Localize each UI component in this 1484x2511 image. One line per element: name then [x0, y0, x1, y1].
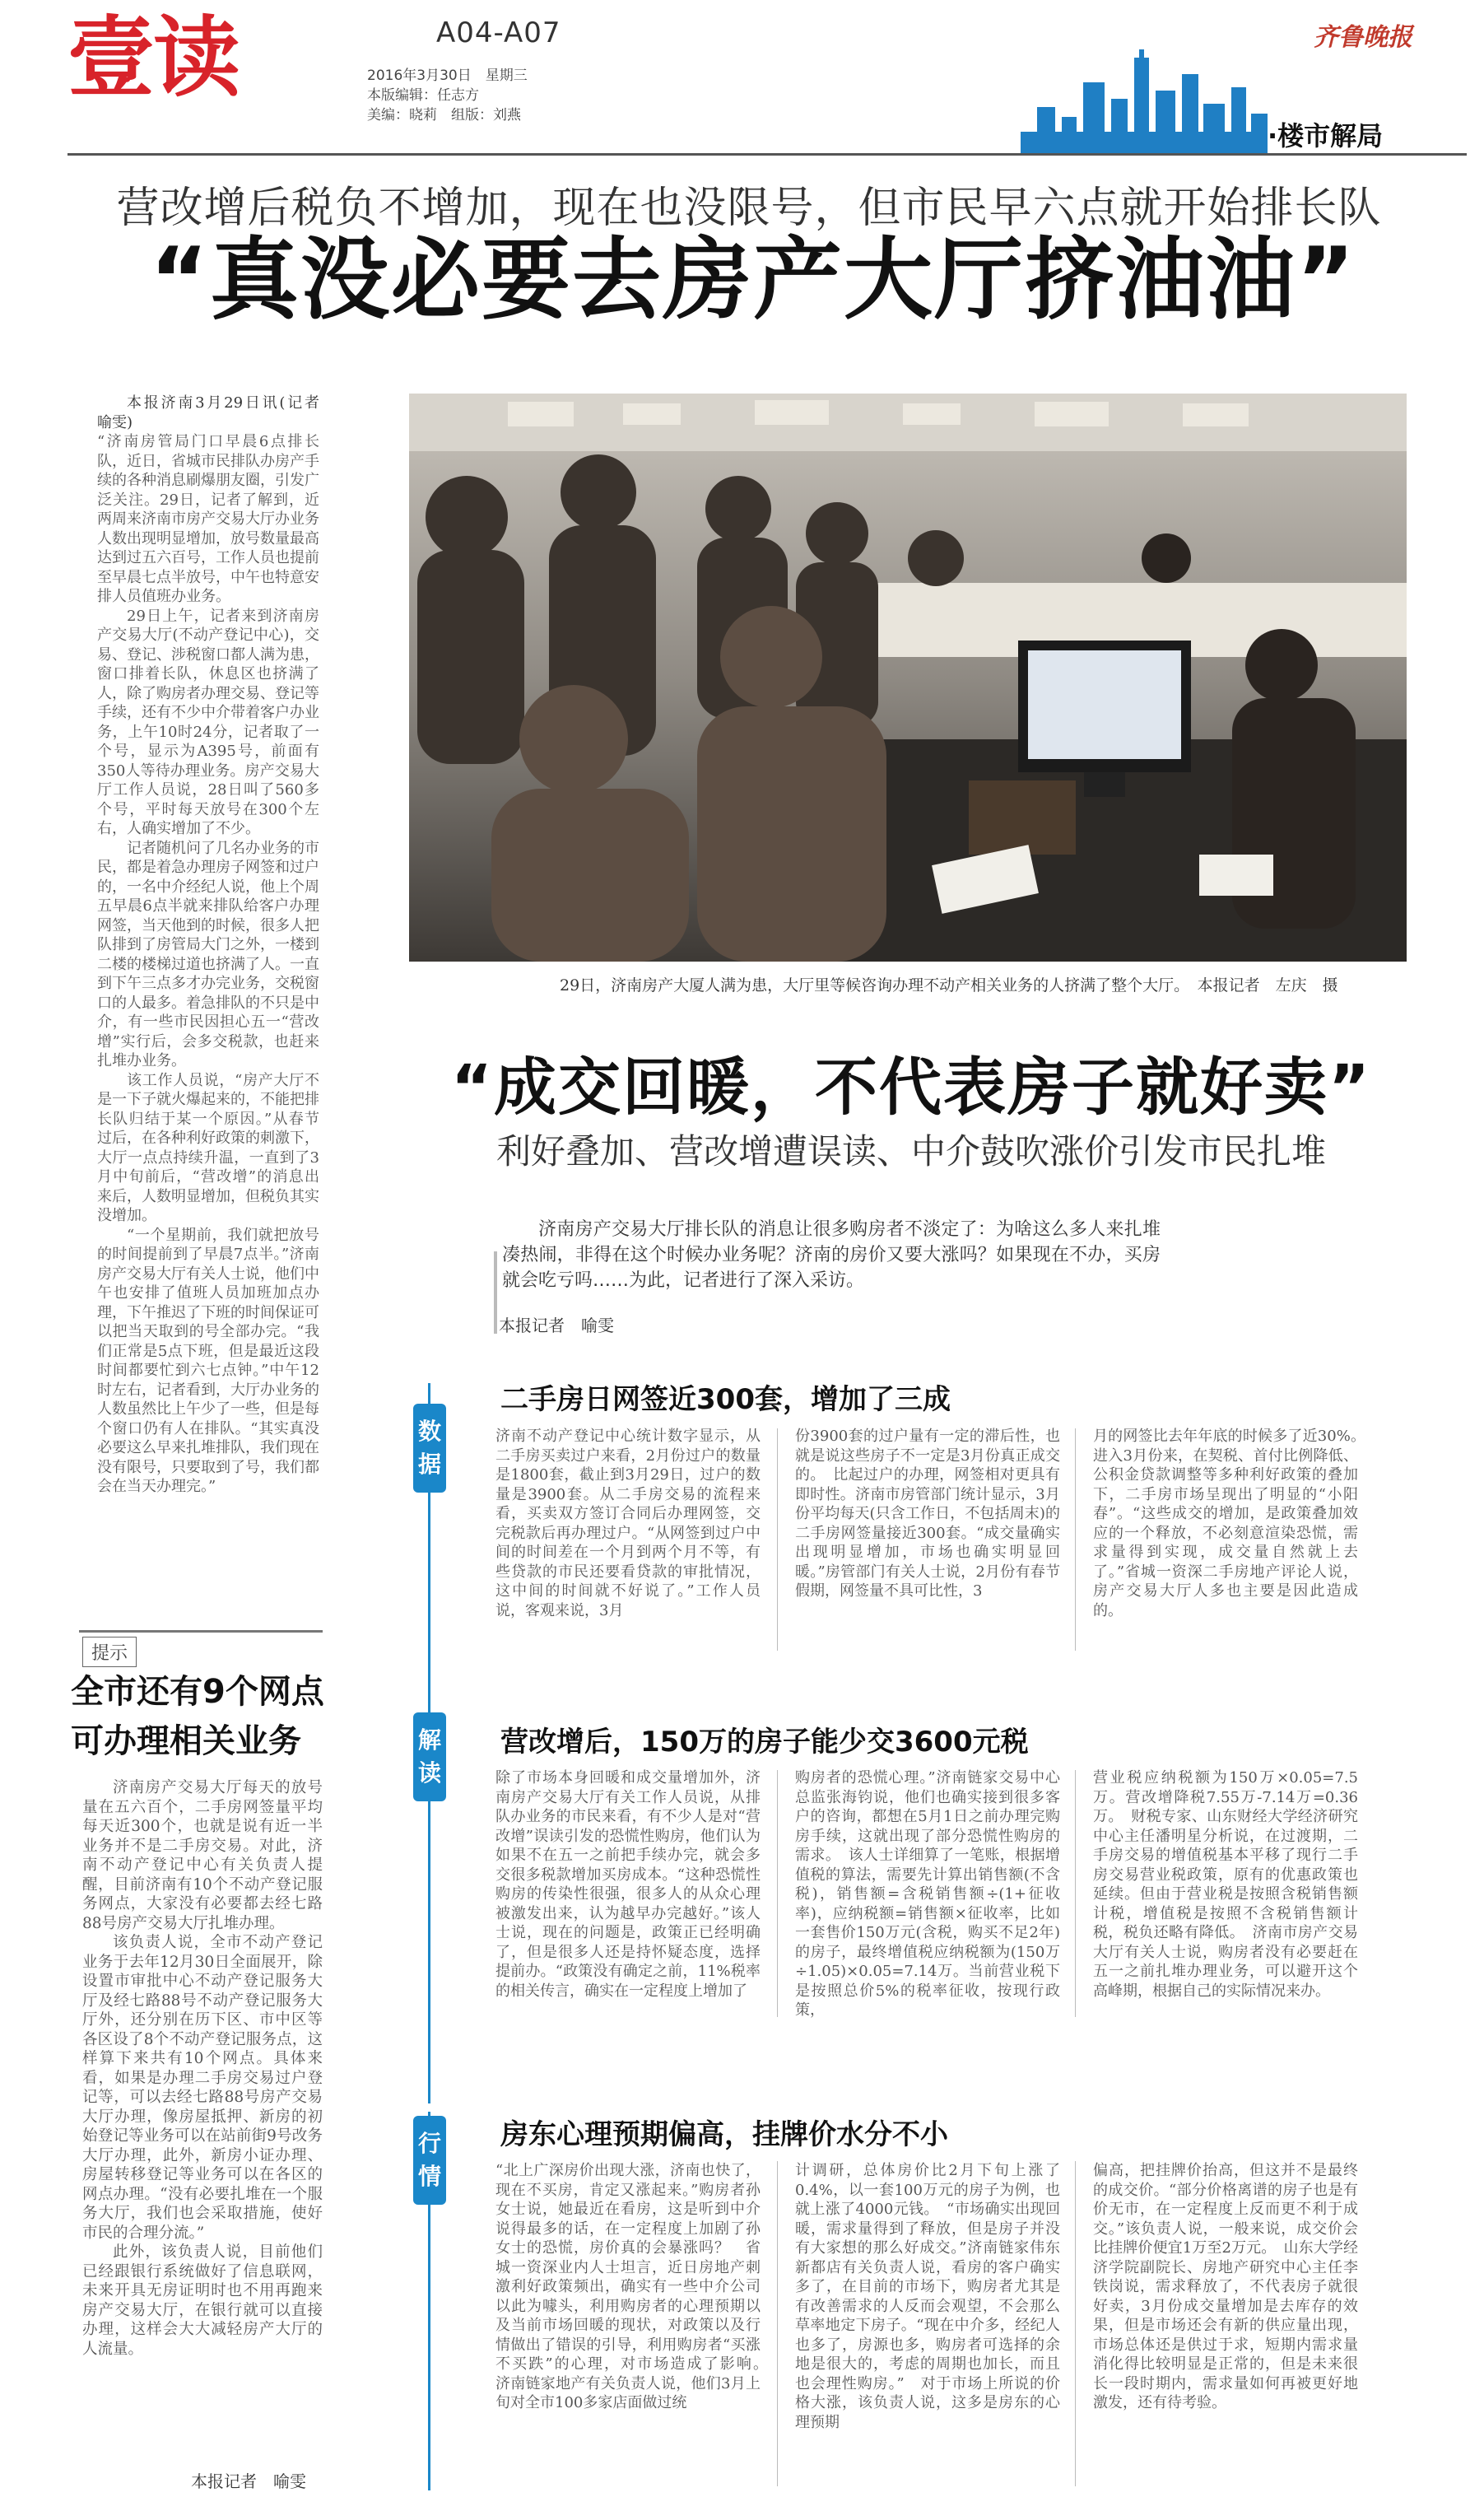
section-title: 二手房日网签近300套，增加了三成: [500, 1383, 951, 1416]
column-divider: [1075, 1770, 1076, 2017]
section-title: 房东心理预期偏高，挂牌价水分不小: [500, 2118, 948, 2151]
sub-headline: “成交回暖，不代表房子就好卖”: [451, 1051, 1371, 1124]
left-story-paragraph: 29日上午，记者来到济南房产交易大厅(不动产登记中心)，交易、登记、涉税窗口都人满为患，窗口排着长队，休息区也挤满了人，除了购房者办理交易、登记等手续，还有不少中介带着客户办业务，上午10时24分，记者取了一个号，显示为A395号，前面有350人等待办理业务。房产交易大厅工作人员说，28日叫了560多个号，平时每天放号在300个左右，人确实增加了不少。: [97, 607, 319, 837]
tip-title: 全市还有9个网点可办理相关业务: [71, 1673, 324, 1760]
column-divider: [777, 1428, 778, 1651]
intro-text: 济南房产交易大厅排长队的消息让很多购房者不淡定了：为啥这么多人来扎堆凑热闹，非得在这个时候办业务呢？济南的房价又要大涨吗？如果现在不办，买房就会吃亏吗……为此，记者进行了深入采访。: [502, 1219, 1161, 1291]
section-column: 济南不动产登记中心统计数字显示，从二手房买卖过户来看，2月份过户的数量是1800套，截止到3月29日，过户的数量是3900套。从二手房交易的流程来看，买卖双方签订合同后办理网签，交完税款后再办理过户。“从网签到过户中间的时间差在一个月到两个月不等，有些贷款的市民还要看贷款的审批情况，这中间的时间就不好说了。”工作人员说，客观来说，3月: [495, 1428, 761, 1619]
section-column: 除了市场本身回暖和成交量增加外，济南房产交易大厅有关工作人员说，从排队办业务的市民来看，有不少人是对“营改增”误读引发的恐慌性购房，他们认为如果不在五一之前把手续办完，就会多交很多税款增加买房成本。“这种恐慌性购房的传染性很强，很多人的从众心理被激发出来，认为越早办完越好。”该人士说，现在的问题是，政策正已经明确了，但是很多人还是持怀疑态度，选择提前办。“政策没有确定之前，11%税率的相关传言，确实在一定程度上增加了: [495, 1769, 761, 2000]
left-story-dateline: 本报济南3月29日讯(记者 喻雯): [97, 394, 334, 431]
masthead-divider: [67, 153, 1467, 156]
tip-paragraph: 此外，该负责人说，目前他们已经跟银行系统做好了信息联网，未来开具无房证明时也不用再跑来房产交易大厅，在银行就可以直接办理，这样会大大减轻房产大厅的人流量。: [82, 2243, 323, 2358]
photo-caption: 29日，济南房产大厦人满为患，大厅里等候咨询办理不动产相关业务的人挤满了整个大厅。 本报记者 左庆 摄: [560, 976, 1338, 995]
column-divider: [1075, 2161, 1076, 2486]
section-column: 购房者的恐慌心理。”济南链家交易中心总监张海钧说，他们也确实接到很多客户的咨询，都想在5月1日之前办理完购房手续，这就出现了部分恐慌性购房的需求。 该人士详细算了一笔账，根据增值税的算法，需要先计算出销售额(不含税)，销售额=含税销售额÷(1+征收率)，应纳税额=销售额×征收率，比如一套售价150万元(含税，购买不足2年)的房子，最终增值税应纳税额为(150万÷1.05)×0.05=7.14万。当前营业税下是按照总价5%的税率征收，按现行政策，: [795, 1769, 1060, 2019]
left-story-paragraph: 该工作人员说，“房产大厅不是一下子就火爆起来的，不能把排长队归结于某一个原因。”从春节过后，在各种利好政策的刺激下，大厅一点点持续升温，一直到了3月中旬前后，“营改增”的消息出来后，人数明显增加，但税负其实没增加。: [97, 1071, 319, 1224]
story-byline: 本报记者 喻雯: [499, 1316, 614, 1335]
section-column: 月的网签比去年年底的时候多了近30%。 进入3月份来，在契税、首付比例降低、公积金贷款调整等多种利好政策的叠加下，二手房市场呈现出了明显的“小阳春”。“这些成交的增加，是政策叠加效应的一个释放，不必刻意渲染恐慌，需求量得到实现，成交量自然就上去了。”省城一资深二手房地产评论人说，房产交易大厅人多也主要是因此造成的。: [1093, 1428, 1373, 1619]
story-intro: [502, 1217, 1161, 1293]
section-column: 营业税应纳税额为150万×0.05=7.5万。营改增降税7.55万-7.14万=0.36万。 财税专家、山东财经大学经济研究中心主任潘明星分析说，在过渡期，二手房交易的增值税基本平移了现行二手房交易营业税政策，原有的优惠政策也延续。但由于营业税是按照含税销售额计税，增值税是按照不含税销售额计税，税负还略有降低。 济南市房产交易大厅有关人士说，购房者没有必要赶在五一之前扎堆办理业务，可以避开这个高峰期，根据自己的实际情况来办。: [1093, 1769, 1358, 2000]
intro-accent: [494, 1251, 497, 1334]
section-column: 计调研，总体房价比2月下旬上涨了0.4%，以一套100万元的房子为例，也就上涨了4000元钱。 “市场确实出现回暖，需求量得到了释放，但是房子并没有大家想的那么好成交。”济南链家伟东新都店有关负责人说，看房的客户确实多了，在目前的市场下，购房者尤其是有改善需求的人反而会观望，不会那么草率地定下房子。“现在中介多，经纪人也多了，房源也多，购房者可选择的余地是很大的，考虑的周期也加长，而且也会理性购房。” 对于市场上所说的价格大涨，该负责人说，这多是房东的心理预期: [795, 2162, 1060, 2431]
tip-divider: [79, 1630, 323, 1633]
editor-credit: 本版编辑：任志方: [367, 87, 479, 104]
tip-label: 提示: [82, 1637, 137, 1667]
left-story: [97, 394, 334, 1497]
tip-paragraph: 该负责人说，全市不动产登记业务于去年12月30日全面展开，除设置市审批中心不动产登记服务大厅及经七路88号不动产登记服务大厅外，还分别在历下区、市中区等各区设了8个不动产登记服务点，这样算下来共有10个网点。具体来看，如果是办理二手房交易过户登记等，可以去经七路88号房产交易大厅办理，像房屋抵押、新房的初始登记等业务可以在站前街9号改务大厅办理，此外，新房小证办理、房屋转移登记等业务可以在各区的网点办理。“没有必要扎堆在一个服务大厅，我们也会采取措施，使好市民的合理分流。”: [82, 1934, 323, 2242]
section-column: “北上广深房价出现大涨，济南也快了，现在不买房，肯定又涨起来。”购房者孙女士说，她最近在看房，这是听到中介说得最多的话，在一定程度上加剧了孙女士的恐慌，房价真的会暴涨吗？ 省城一资深业内人士坦言，近日房地产刺激利好政策频出，确实有一些中介公司以此为噱头，利用购房者的心理预期以及当前市场回暖的现状，对政策以及行情做出了错误的引导，利用购房者“买涨不买跌”的心理，对市场造成了影响。 济南链家地产有关负责人说，他们3月上旬对全市100多家店面做过统: [495, 2162, 775, 2411]
page-range: A04-A07: [436, 16, 561, 49]
section-column: 份3900套的过户量有一定的滞后性，也就是说这些房子不一定是3月份真正成交的。 比起过户的办理，网签相对更具有即时性。济南市房管部门统计显示，3月份平均每天(只含工作日，不包括周末)的二手房网签量接近300套。“成交量确实出现明显增加，市场也确实明显回暖。”房管部门有关人士说，2月份有春节假期，网签量不具可比性，3: [795, 1428, 1060, 1600]
staff-credit: 美编：晓莉 组版：刘燕: [367, 107, 521, 123]
main-headline: “真没必要去房产大厅挤油油”: [150, 229, 1356, 332]
section-brand: 壹读: [67, 7, 239, 109]
tip-byline: 本报记者 喻雯: [191, 2471, 306, 2491]
tip-paragraph: 济南房产交易大厅每天的放号量在五六百个，二手房网签量平均每天近300个，也就是说有近一半业务并不是二手房交易。对此，济南不动产登记中心有关负责人提醒，目前济南有10个不动产登记服务网点，大家没有必要都去经七路88号房产交易大厅扎堆办理。: [82, 1779, 323, 1932]
column-divider: [777, 2161, 778, 2486]
left-story-paragraph: “济南房管局门口早晨6点排长队，近日，省城市民排队办房产手续的各种消息刷爆朋友圈，引发广泛关注。29日，记者了解到，近两周来济南市房产交易大厅办业务人数出现明显增加，放号数量最高达到过五六百号，工作人员也提前至早晨七点半放号，中午也特意安排人员值班办业务。: [97, 433, 319, 605]
news-photo: [409, 394, 1407, 962]
issue-date: 2016年3月30日 星期三: [367, 68, 528, 84]
newspaper-logo: 齐鲁晚报: [1314, 23, 1412, 52]
tip-body: [82, 1778, 323, 2359]
column-divider: [1075, 1428, 1076, 1651]
left-story-paragraph: “一个星期前，我们就把放号的时间提前到了早晨7点半。”济南房产交易大厅有关人士说，他们中午也安排了值班人员加班加点办理，下午推迟了下班的时间保证可以把当天取到的号全部办完。“我们正常是5点下班，但是最近这段时间都要忙到六七点钟。”中午12时左右，记者看到，大厅办业务的人数虽然比上午少了一些，但是每个窗口仍有人在排队。“其实真没必要这么早来扎堆排队，我们现在没有限号，只要取到了号，我们都会在当天办理完。”: [97, 1226, 319, 1495]
section-column: 偏高，把挂牌价抬高，但这并不是最终的成交价。“部分价格离谱的房子也是有价无市，在一定程度上反而更不利于成交。”该负责人说，一般来说，成交价会比挂牌价便宜1万至2万元。 山东大学经济学院副院长、房地产研究中心主任李铁岗说，需求释放了，不代表房子就很好卖，3月份成交量增加是去库存的效果，但是市场还会有新的供应量出现，市场总体还是供过于求，短期内需求量消化得比较明显是正常的，但是未来很长一段时期内，需求量如何再被更好地激发，还有待考验。: [1093, 2162, 1358, 2411]
sub-deck: 利好叠加、营改增遭误读、中介鼓吹涨价引发市民扎堆: [495, 1131, 1326, 1172]
left-story-paragraph: 记者随机问了几名办业务的市民，都是着急办理房子网签和过户的，一名中介经纪人说，他上个周五早晨6点半就来排队给客户办理网签，当天他到的时候，很多人把队排到了房管局大门之外，一楼到二楼的楼梯过道也挤满了人。一直到下午三点多才办完业务，交税窗口的人最多。着急排队的不只是中介，有一些市民因担心五一“营改增”实行后，会多交税款，也赶来扎堆办业务。: [97, 839, 319, 1069]
headline-kicker: 营改增后税负不增加，现在也没限号，但市民早六点就开始排长队: [116, 184, 1382, 233]
tag-analysis: 解读: [413, 1712, 446, 1801]
crowd-photo-illustration: [409, 394, 1407, 962]
section-label: ·楼市解局: [1268, 120, 1384, 151]
column-divider: [777, 1770, 778, 2017]
tag-market: 行情: [413, 2116, 446, 2205]
city-skyline-illustration: [1021, 49, 1284, 153]
tag-data: 数据: [413, 1404, 446, 1493]
section-title: 营改增后，150万的房子能少交3600元税: [500, 1726, 1029, 1759]
